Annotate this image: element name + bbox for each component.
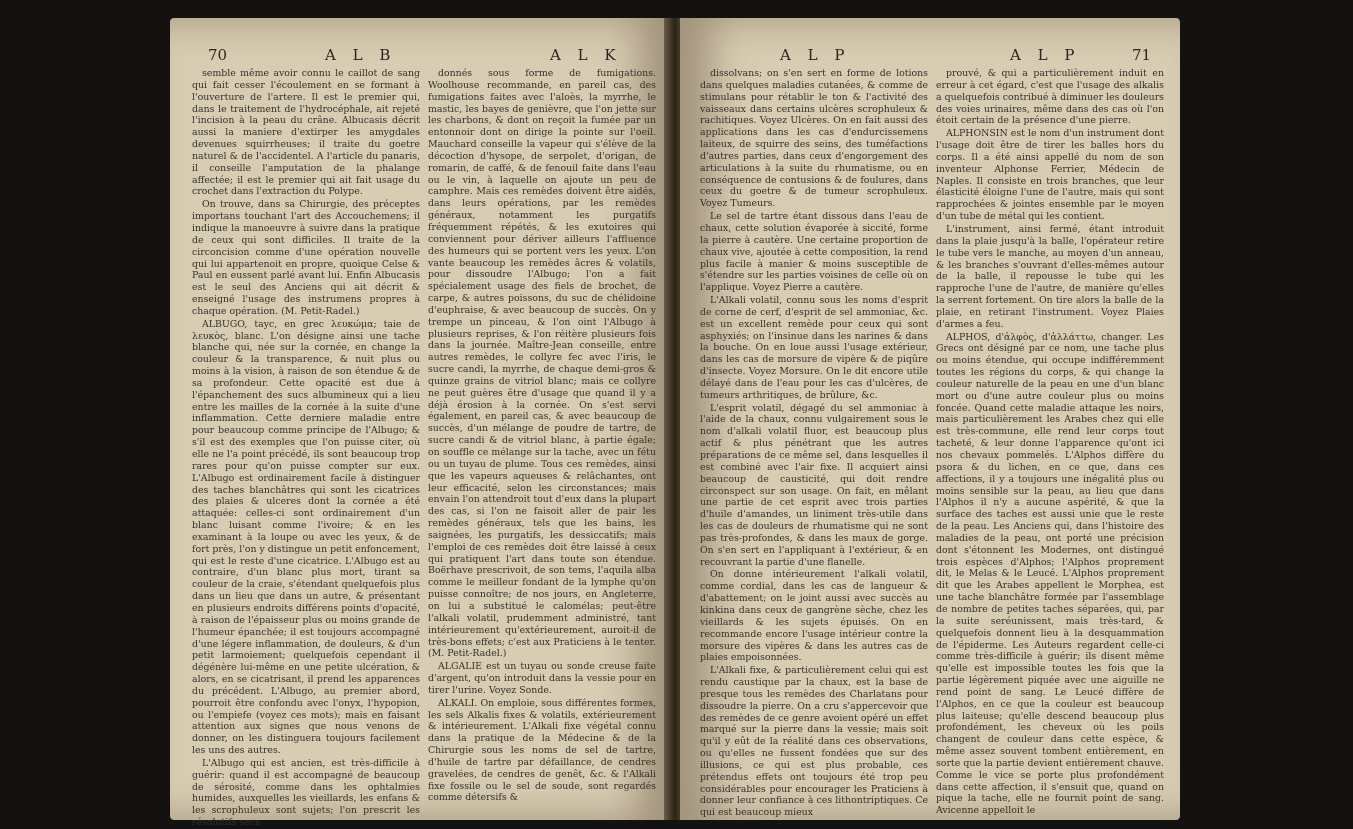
- left-page-number: 70: [208, 46, 228, 64]
- paragraph: ALPHOS, d'ἀλφὸς, d'ἀλλάττω, changer. Les Grecs ont désigné par ce nom, une tache plus ou moins étendue, qui occupe indifféremment toutes les régions du corps, & qui change la couleur naturelle de la peau en une d'un blanc mort ou d'une autre couleur plus ou moins foncée. Quand cette maladie attaque les noirs, mais particulièrement les Arabes chez qui elle est très-commune, elle rend leur corps tout tacheté, & leur donne l'apparence qu'ont ici nos chevaux pommelés. L'Alphos diffère du psora & du lichen, en ce que, dans ces affections, il y a toujours une inégalité plus ou moins sensible sur la peau, au lieu que dans l'Alphos il n'y a aucune aspérité, & que la surface des taches est aussi unie que le reste de la peau. Les Anciens qui, dans l'histoire des maladies de la peau, ont porté une précision dont s'étonnent les Modernes, ont distingué trois espèces d'Alphos; l'Alphos proprement dit, le Melas & le Leucé. L'Alphos proprement dit que les Arabes appellent le Morphea, est une tache blanchâtre formée par l'assemblage de nombre de petites taches séparées, qui, par la suite seréunissent, mais très-tard, & quelquefois donnent lieu à la desquammation de l'épiderme. Les Auteurs regardent celle-ci comme très-difficile à guérir; ils disent même qu'elle est impossible toutes les fois que la partie légèrement piquée avec une aiguille ne rend point de sang. Le Leucé diffère de l'Alphos, en ce que la couleur est beaucoup plus laiteuse; qu'elle descend beaucoup plus profondément, les cheveux où les poils changent de couleur dans cette espèce, & même assez souvent tombent entièrement, en sorte que la partie devient entièrement chauve. Comme le vice se porte plus profondément dans cette affection, il s'ensuit que, quand on pique la tache, elle ne fournit point de sang. Avicenne appelloit le: [936, 331, 1164, 817]
- paragraph: dissolvans; on s'en sert en forme de lotions dans quelques maladies cutanées, & comme de stimulans pour rétablir le ton & l'activité des vaisseaux dans certains ulcères scrophuleux & rachitiques. Voyez Ulcères. On en fait aussi des applications dans les cas d'endurcissemens laiteux, de squirre des seins, des tuméfactions d'autres parties, dans ceux d'engorgement des articulations à la suite du rhumatisme, ou en conséquence de contusions & de foulures, dans ceux du goetre & de tumeur scrophuleux. Voyez Tumeurs.: [700, 68, 928, 210]
- left-column-2: [428, 68, 656, 828]
- paragraph: On trouve, dans sa Chirurgie, des préceptes importans touchant l'art des Accouchemens; il indique la manoeuvre à suivre dans la pratique de ceux qui sont difficiles. Il traite de la circoncision comme d'une opération nouvelle qui lui appartenoit en propre, quoique Celse & Paul en eussent parlé avant lui. Enfin Albucasis est le seul des Anciens qui ait décrit & enseigné l'usage des instrumens propres à chaque opération. (M. Petit-Radel.): [192, 199, 420, 317]
- left-column-1: [192, 68, 420, 828]
- left-page: [170, 18, 670, 829]
- paragraph: ALBUGO, tayc, en grec λευκώμα; taie de λευκὸς, blanc. L'on désigne ainsi une tache blanche qui, née sur la cornée, en change la couleur & la transparence, & nuit plus ou moins à la vision, à raison de son étendue & de sa profondeur. Cette opacité est due à l'épanchement des sucs albumineux qui a lieu entre les mailles de la cornée à la suite d'une inflammation. Cette derniere maladie entre pour beaucoup comme principe de l'Albugo; & s'il est des exemples que l'on puisse citer, où elle ne l'a point précédé, ils sont beaucoup trop rares pour qu'on puisse compter sur eux. L'Albugo est ordinairement facile à distinguer des taches blanchâtres qui sont les cicatrices des plaies & ulceres dont la cornée a été attaquée: celles-ci sont ordinairement d'un blanc luisant comme l'ivoire; & en les examinant à la loupe ou avec les yeux, & de fort près, l'on y distingue un petit enfoncement, qui est le reste d'une cicatrice. L'Albugo est au contraire, d'un blanc plus mort, tirant sa couleur de la craie, s'étendant quelquefois plus dans un lieu que dans un autre, & présentant en plusieurs endroits différens points d'opacité, à raison de l'épaisseur plus ou moins grande de l'humeur épanchée; il est toujours accompagné d'une légere inflammation, de douleurs, & d'un petit larmoiement; quelquefois cependant il dégénère lui-même en une petite ulcération, & alors, en se cicatrisant, il prend les apparences du précédent. L'Albugo, au premier abord, pourroit être confondu avec l'onyx, l'hypopion, ou l'empiefe (voyez ces mots); mais en faisant attention aux signes que nous venons de donner, on les distinguera toujours facilement les uns des autres.: [192, 318, 420, 757]
- paragraph: ALKALI. On emploie, sous différentes formes, les sels Alkalis fixes & volatils, extérieurement & intérieurement. L'Alkali fixe végétal connu dans la pratique de la Médecine & de la Chirurgie sous les noms de sel de tartre, d'huile de tartre par défaillance, de cendres gravelées, de cendres de genêt, &c. & l'Alkali fixe fossile ou le sel de soude, sont regardés comme détersifs &: [428, 697, 656, 804]
- paragraph: Le sel de tartre étant dissous dans l'eau de chaux, cette solution évaporée à siccité, forme la pierre à cautère. Une certaine proportion de chaux vive, ajoutée à cette composition, la rend plus facile à manier & moins susceptible de s'étendre sur les parties voisines de celle où on l'applique. Voyez Pierre a cautère.: [700, 211, 928, 294]
- paragraph: donnés sous forme de fumigations. Woolhouse recommande, en pareil cas, des fumigations faites avec l'aloès, la myrrhe, le mastic, les bayes de genièvre, que l'on jette sur les charbons, & dont on reçoit la fumée par un entonnoir dont on dirige la pointe sur l'oeil. Mauchard conseille la vapeur qui s'élève de la décoction d'hysope, de serpolet, d'origan, de romarin, de caffé, & de fenouil faite dans l'eau ou le vin, à laquelle on ajoute un peu de camphre. Mais ces remèdes doivent être aidés, dans leurs opérations, par les remèdes généraux, notamment les purgatifs fréquemment répétés, & les exutoires qui conviennent pour dériver ailleurs l'affluence des humeurs qui se portent vers les yeux. L'on vante beaucoup les remèdes âcres & volatils, pour dissoudre l'Albugo; l'on a fait spécialement usage des fiels de brochet, de carpe, & autres poissons, du suc de chélidoine d'euphraise, & avec beaucoup de succès. On y trempe un pinceau, & l'on oint l'Albugo à plusieurs reprises, & l'on réitère plusieurs fois dans la journée. Maître-Jean conseille, entre autres remèdes, le collyre fec avec l'iris, le sucre candi, la myrrhe, de chaque demi-gros & quinze grains de vitriol blanc; mais ce collyre ne peut guères être d'usage que quand il y a déjà érosion à la cornée. On s'est servi également, en pareil cas, & avec beaucoup de succès, d'un mélange de poudre de tartre, de sucre candi & de vitriol blanc, à partie égale; on souffle ce mélange sur la tache, avec un fétu ou un tuyau de plume. Tous ces remèdes, ainsi que les vapeurs aqueuses & relâchantes, ont leur efficacité, selon les circonstances; mais envain l'on attendroit tout d'eux dans la plupart des cas, si l'on ne faisoit aller de pair les remèdes généraux, tels que les bains, les saignées, les purgatifs, les dessiccatifs; mais l'emploi de ces remèdes doit être laissé à ceux qui pratiquent l'art dans toute son étendue. Boërhave prescrivoit, de son tems, l'aquila alba comme le meilleur fondant de la lymphe qu'on puisse connoître; de nos jours, en Angleterre, on lui a substitué le calomélas; peut-être l'alkali volatil, prudemment administré, tant intérieurement qu'extérieurement, auroit-il de très-bons effets; c'est aux Praticiens à le tenter. (M. Petit-Radel.): [428, 68, 656, 660]
- paragraph: prouvé, & qui a particulièrement induit en erreur à cet égard, c'est que l'usage des alkalis a quelquefois contribué à diminuer les douleurs des voies urinaires, même dans des cas où l'on étoit certain de la présence d'une pierre.: [936, 68, 1164, 127]
- paragraph: ALGALIE est un tuyau ou sonde creuse faite d'argent, qu'on introduit dans la vessie pour en tirer l'urine. Voyez Sonde.: [428, 661, 656, 696]
- paragraph: semble même avoir connu le caillot de sang qui fait cesser l'écoulement en se formant à l'ouverture de l'artere. Il est le premier qui, dans le traitement de l'hydrocéphale, ait rejeté l'incision à la peau du crâne. Albucasis décrit aussi la maniere d'extirper les amygdales devenues squirrheuses; il traite du goetre naturel & de l'accidentel. A l'article du panaris, il conseille l'amputation de la phalange affectée; il est le premier qui ait fait usage du crochet dans l'extraction du Polype.: [192, 68, 420, 198]
- paragraph: L'Albugo qui est ancien, est très-difficile à guérir: quand il est accompagné de beaucoup de sérosité, comme dans les ophtalmies humides, auxquelles les vieillards, les enfans & les scrophuleux sont sujets; l'on prescrit les résolutifs secs: [192, 757, 420, 829]
- paragraph: L'Alkali fixe, & particulièrement celui qui est rendu caustique par la chaux, est la base de presque tous les remèdes des Charlatans pour dissoudre la pierre. On a cru s'appercevoir que des remèdes de ce genre avoient opéré un effet marqué sur la pierre dans la vessie; mais soit qu'il y eût de la réalité dans ces observations, ou qu'elles ne fussent fondées que sur des illusions, ce qui est plus probable, ces prétendus effets ont toujours été trop peu considérables pour encourager les Praticiens à donner leur confiance à ces lithontriptiques. Ce qui est beaucoup mieux: [700, 665, 928, 819]
- right-column-1: [700, 68, 928, 828]
- left-running-head-left: A L B: [325, 46, 397, 64]
- paragraph: L'instrument, ainsi fermé, étant introduit dans la plaie jusqu'à la balle, l'opérateur retire le tube vers le manche, au moyen d'un anneau, & les branches s'ouvrant d'elles-mêmes autour de la balle, il repousse le tube qui les rapproche l'une de l'autre, de manière qu'elles la serrent fortement. On tire alors la balle de la plaie, en retirant l'instrument. Voyez Plaies d'armes a feu.: [936, 223, 1164, 330]
- paragraph: L'esprit volatil, dégagé du sel ammoniac à l'aide de la chaux, connu vulgairement sous le nom d'alkali volatil fluor, est beaucoup plus actif & plus pénétrant que les autres préparations de ce même sel, dans lesquelles il est combiné avec l'air fixe. Il acquiert ainsi beaucoup de causticité, qui doit rendre circonspect sur son usage. On fait, en mêlant une partie de cet esprit avec trois parties d'huile d'amandes, un liniment très-utile dans les cas de douleurs de rhumatisme qui ne sont pas très-profondes, & dans les maux de gorge. On s'en sert en l'appliquant à l'extérieur, & en recouvrant la partie d'une flanelle.: [700, 402, 928, 568]
- right-page-number: 71: [1132, 46, 1152, 64]
- right-page: [680, 18, 1180, 820]
- right-column-2: [936, 68, 1164, 828]
- paragraph: L'Alkali volatil, connu sous les noms d'esprit de corne de cerf, d'esprit de sel ammoniac, &c. est un excellent remède pour ceux qui sont asphyxiés; on l'insinue dans les narines & dans la bouche. On en loue aussi l'usage extérieur, dans les cas de morsure de vipère & de piqûre d'insecte. Voyez Morsure. On le dit encore utile délayé dans de l'eau pour les cas d'ulcères, de tumeurs arthritiques, de brûlure, &c.: [700, 295, 928, 401]
- right-running-head-left: A L P: [780, 46, 851, 64]
- left-running-head-right: A L K: [550, 46, 622, 64]
- paragraph: On donne intérieurement l'alkali volatil, comme cordial, dans les cas de langueur & d'abattement; on le joint aussi avec succès au kinkina dans ceux de gangrène sèche, chez les vieillards & les sujets épuisés. On en recommande encore l'usage intérieur contre la morsure des vipères & dans les autres cas de plaies empoisonnées.: [700, 569, 928, 664]
- right-running-head-right: A L P: [1010, 46, 1081, 64]
- paragraph: ALPHONSIN est le nom d'un instrument dont l'usage doit être de tirer les balles hors du corps. Il a été ainsi appellé du nom de son inventeur Alphonse Ferrier, Médecin de Naples. Il consiste en trois branches, que leur élasticité éloigne l'une de l'autre, mais qui sont rapprochées & jointes ensemble par le moyen d'un tube de métal qui les contient.: [936, 128, 1164, 223]
